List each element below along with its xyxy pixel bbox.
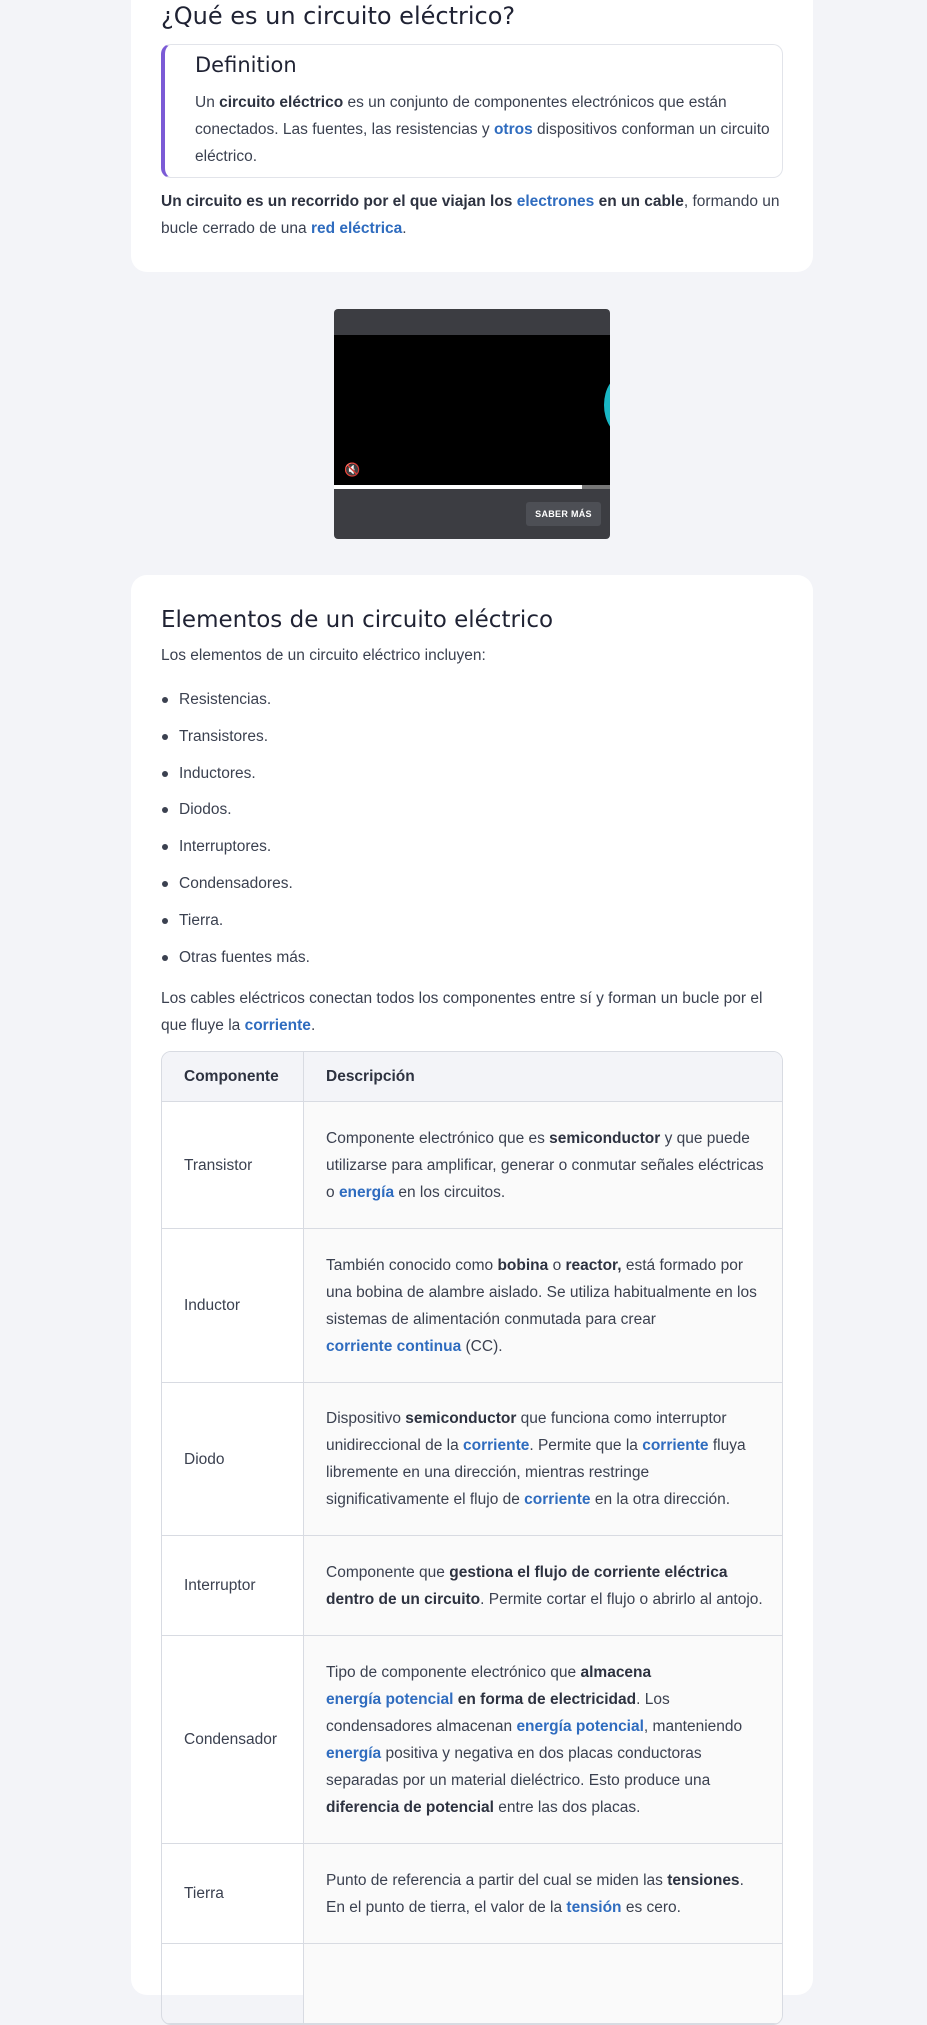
list-item: Otras fuentes más.: [161, 947, 310, 984]
definition-title: Definition: [195, 53, 297, 77]
table-row: [162, 1383, 782, 1536]
link-corriente[interactable]: corriente: [463, 1437, 530, 1454]
table-row: [162, 1944, 782, 2024]
table-row: [162, 1636, 782, 1844]
link-corriente[interactable]: corriente: [244, 1017, 311, 1034]
table-row: [162, 1229, 782, 1383]
component-description: Componente electrónico que es semiconductor y que puede utilizarse para amplificar, generar o conmutar señales eléctricas o energía en los circuitos.: [304, 1102, 782, 1229]
component-name: Condensador: [162, 1636, 304, 1844]
component-name: Tierra: [162, 1844, 304, 1944]
component-description: [304, 1944, 782, 2024]
summary-paragraph: Un circuito es un recorrido por el que viajan los electrones en un cable, formando un bucle cerrado de una red eléctrica.: [161, 193, 780, 237]
definition-box: [161, 44, 783, 178]
section-title: Elementos de un circuito eléctrico: [161, 607, 554, 633]
list-item: Interruptores.: [161, 836, 310, 873]
table-header: Descripción: [304, 1052, 782, 1102]
list-item: Tierra.: [161, 910, 310, 947]
video-graphic: [604, 375, 610, 435]
component-name: Transistor: [162, 1102, 304, 1229]
link-energia-potencial[interactable]: energía potencial: [516, 1717, 644, 1735]
link-tension[interactable]: tensión: [566, 1898, 622, 1916]
component-description: También conocido como bobina o reactor, está formado por una bobina de alambre aislado. Se utiliza habitualmente en los sistemas de alimentación conmutada para crear corriente continua (CC).: [304, 1229, 782, 1383]
definition-text: Un circuito eléctrico es un conjunto de componentes electrónicos que están conectados. Las fuentes, las resistencias y otros dispositivos conforman un circuito eléctrico.: [195, 94, 770, 165]
cables-paragraph: Los cables eléctricos conectan todos los componentes entre sí y forman un bucle por el que fluye la corriente.: [161, 990, 763, 1034]
component-description: Componente que gestiona el flujo de corriente eléctrica dentro de un circuito. Permite cortar el flujo o abrirlo al antojo.: [304, 1536, 782, 1636]
components-table: [161, 1051, 783, 2025]
video-progress-fill: [334, 485, 582, 489]
component-description: Tipo de componente electrónico que almacena energía potencial en forma de electricidad. Los condensadores almacenan energía potencial, manteniendo energía positiva y negativa en dos placas conductoras separadas por un material dieléctrico. Esto produce una diferencia de potencial entre las dos placas.: [304, 1636, 782, 1844]
link-energia[interactable]: energía: [338, 1183, 395, 1201]
list-item: Resistencias.: [161, 689, 310, 726]
definition-card: [131, 0, 813, 272]
component-name: Diodo: [162, 1383, 304, 1536]
video-player[interactable]: [334, 309, 610, 539]
component-description: Dispositivo semiconductor que funciona como interruptor unidireccional de la corriente. Permite que la corriente fluya libremente en una dirección, mientras restringe significativamente el flujo de corriente en la otra dirección.: [304, 1383, 782, 1536]
elements-list: [161, 689, 310, 983]
link-red-electrica[interactable]: red eléctrica: [310, 220, 403, 237]
link-otros[interactable]: otros: [493, 121, 533, 138]
link-corriente-continua[interactable]: corriente continua: [326, 1337, 462, 1355]
section-intro: Los elementos de un circuito eléctrico incluyen:: [161, 647, 486, 664]
table-row: [162, 1536, 782, 1636]
list-item: Inductores.: [161, 763, 310, 800]
elements-card: [131, 575, 813, 1995]
link-energia[interactable]: energía: [326, 1744, 382, 1762]
section-title: ¿Qué es un circuito eléctrico?: [161, 2, 516, 30]
component-name: Inductor: [162, 1229, 304, 1383]
list-item: Transistores.: [161, 726, 310, 763]
learn-more-button[interactable]: SABER MÁS: [526, 502, 601, 526]
video-progress-bar[interactable]: [334, 485, 610, 489]
component-description: Punto de referencia a partir del cual se miden las tensiones. En el punto de tierra, el valor de la tensión es cero.: [304, 1844, 782, 1944]
link-electrones[interactable]: electrones: [516, 193, 595, 210]
list-item: Condensadores.: [161, 873, 310, 910]
link-corriente[interactable]: corriente: [524, 1491, 591, 1508]
link-energia-potencial[interactable]: energía potencial: [326, 1690, 454, 1708]
link-corriente[interactable]: corriente: [642, 1437, 709, 1454]
video-screen[interactable]: [334, 335, 610, 487]
table-header: Componente: [162, 1052, 304, 1102]
table-row: [162, 1102, 782, 1229]
component-name: [162, 1944, 304, 2024]
mute-icon[interactable]: 🔇: [344, 462, 361, 477]
component-name: Interruptor: [162, 1536, 304, 1636]
table-row: [162, 1844, 782, 1944]
list-item: Diodos.: [161, 799, 310, 836]
